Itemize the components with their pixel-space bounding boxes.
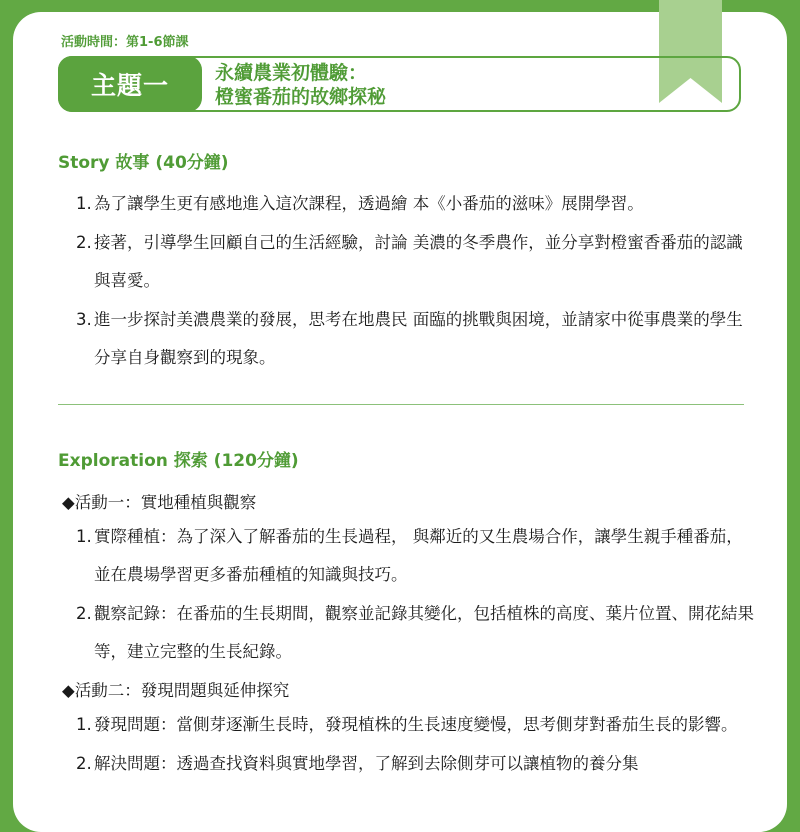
list-item	[58, 301, 758, 377]
item-text: 發現問題：當側芽逐漸生長時，發現植株的生長速度變慢，思考側芽對番茄生長的影響。	[94, 715, 738, 734]
theme-title-line2: 橙蜜番茄的故鄉探秘	[215, 86, 387, 108]
activity-time: 活動時間：第1-6節課	[61, 35, 189, 50]
story-list	[58, 185, 758, 378]
item-text: 為了讓學生更有感地進入這次課程，透過繪 本《小番茄的滋味》展開學習。	[94, 194, 644, 213]
item-text: 觀察記錄：在番茄的生長期間，觀察並記錄其變化，包括植株的高度、葉片位置、開花結果等，建立完整的生長紀錄。	[94, 604, 754, 661]
activity1-title: ◆活動一：實地種植與觀察	[62, 493, 257, 512]
section-divider	[58, 404, 744, 405]
item-number: 3.	[76, 310, 92, 329]
item-number: 2.	[76, 233, 92, 252]
theme-box	[58, 56, 741, 112]
theme-title-line1: 永續農業初體驗：	[215, 62, 368, 84]
activity2-title: ◆活動二：發現問題與延伸探究	[62, 681, 290, 700]
item-text: 接著，引導學生回顧自己的生活經驗，討論 美濃的冬季農作，並分享對橙蜜香番茄的認識 與喜愛。	[94, 233, 743, 290]
story-heading: Story 故事 (40分鐘)	[58, 153, 229, 173]
item-number: 2.	[76, 754, 92, 773]
list-item	[58, 518, 758, 594]
item-number: 1.	[76, 715, 92, 734]
item-text: 實際種植：為了深入了解番茄的生長過程， 與鄰近的又生農場合作，讓學生親手種番茄， 並在農場學習更多番茄種植的知識與技巧。	[94, 527, 743, 584]
list-item	[58, 706, 758, 744]
activity2-list	[58, 706, 758, 784]
theme-title	[215, 61, 386, 109]
theme-badge: 主題一	[58, 56, 202, 112]
exploration-heading: Exploration 探索 (120分鐘)	[58, 451, 299, 471]
item-text: 進一步探討美濃農業的發展，思考在地農民 面臨的挑戰與困境，並請家中從事農業的學生 分享自身觀察到的現象。	[94, 310, 743, 367]
item-number: 2.	[76, 604, 92, 623]
list-item	[58, 595, 758, 671]
item-number: 1.	[76, 527, 92, 546]
item-text: 解決問題：透過查找資料與實地學習，了解到去除側芽可以讓植物的養分集	[94, 754, 639, 773]
activity1-list	[58, 518, 758, 672]
list-item	[58, 224, 758, 300]
list-item	[58, 745, 758, 783]
list-item	[58, 185, 758, 223]
item-number: 1.	[76, 194, 92, 213]
